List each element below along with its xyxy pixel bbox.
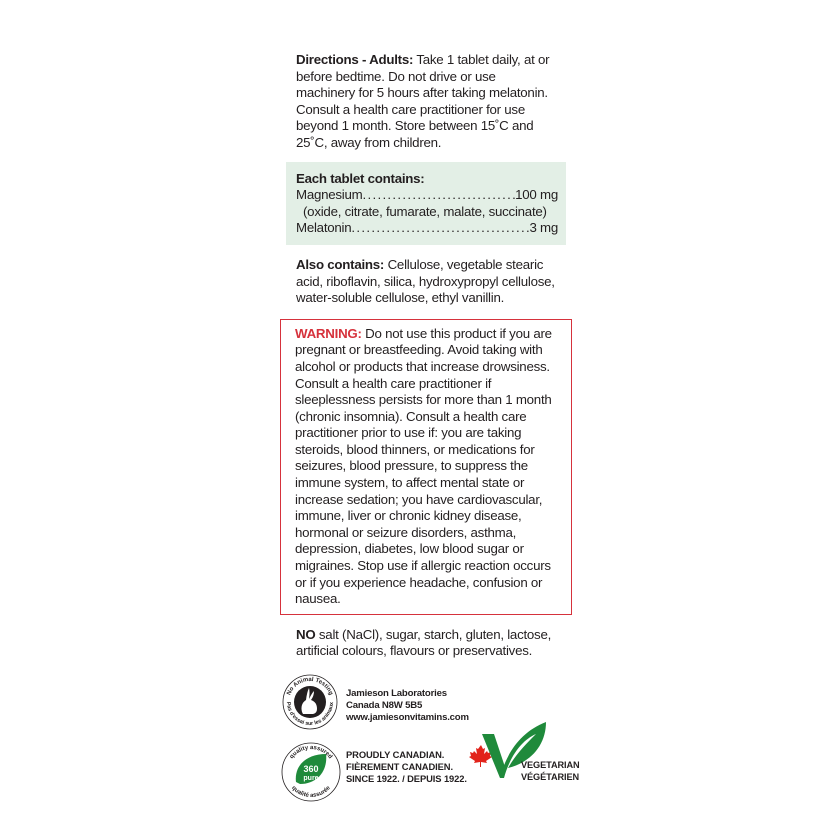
animal-badge-top: No Animal Testing (286, 676, 334, 697)
ingredients-box (286, 162, 566, 245)
ingredient-detail: (oxide, citrate, fumarate, malate, succinate) (303, 203, 547, 219)
ingredient-row (296, 187, 558, 204)
ingredient-name: Melatonin (296, 220, 352, 236)
warning-heading: WARNING: (295, 325, 362, 341)
quality-badge-bottom: qualité assurée (290, 785, 332, 800)
free-from-section (286, 627, 566, 660)
label-footer (280, 672, 580, 822)
leader-dots (351, 220, 529, 237)
contains-heading: Each tablet contains: (296, 170, 425, 186)
also-contains-text: Cellulose, vegetable stearic acid, riboflavin, silica, hydroxypropyl cellulose, water-soluble cellulose, ethyl vanillin. (296, 256, 555, 306)
free-from-text: salt (NaCl), sugar, starch, gluten, lactose, artificial colours, flavours or preservatives. (296, 626, 552, 659)
proudly-canadian (346, 749, 467, 786)
free-from-heading: NO (296, 626, 316, 642)
rabbit-icon (280, 672, 340, 732)
warning-box (280, 319, 572, 615)
vegetarian-label (521, 760, 580, 783)
proud-line: SINCE 1922. / DEPUIS 1922. (346, 773, 467, 785)
company-name: Jamieson Laboratories (346, 688, 447, 699)
also-contains-heading: Also contains: (296, 256, 385, 272)
company-address (346, 688, 469, 725)
animal-badge-bottom: Pas d'essai sur les animaux (284, 701, 336, 728)
also-contains-section (286, 257, 566, 307)
proud-line: FIÈREMENT CANADIEN. (346, 761, 453, 773)
directions-heading: Directions - Adults: (296, 52, 414, 67)
supplement-label (286, 52, 566, 660)
ingredient-row (296, 220, 558, 237)
leader-dots (362, 187, 515, 204)
vegetarian-fr: VÉGÉTARIEN (521, 771, 580, 782)
quality-badge-top: quality assured (288, 744, 334, 761)
quality-number: 360 (303, 764, 319, 774)
leaf-icon (280, 738, 342, 804)
ingredient-amount: 3 mg (529, 220, 558, 236)
ingredient-name: Magnesium (296, 187, 363, 203)
directions-text: Take 1 tablet daily, at or before bedtime. Do not drive or use machinery for 5 hours after taking melatonin. Consult a health care practitioner for use beyond 1 month. Store between 15˚C and 25˚C, away from children. (296, 52, 550, 150)
ingredient-amount: 100 mg (515, 187, 558, 203)
company-website: www.jamiesonvitamins.com (346, 712, 469, 724)
proud-line: PROUDLY CANADIAN. (346, 749, 445, 760)
vegetarian-en: VEGETARIAN (521, 760, 580, 770)
directions-section (286, 52, 566, 152)
company-location: Canada N8W 5B5 (346, 700, 423, 712)
warning-text: Do not use this product if you are pregnant or breastfeeding. Avoid taking with alcohol or products that increase drowsiness. Consult a health care practitioner if sleeplessness persists for more than 1 month (chronic insomnia). Consult a health care practitioner prior to use if: you are taking steroids, blood thinners, or medications for seizures, blood pressure, to suppress the immune system, to affect mental state or increase sedation; you have cardiovascular, immune, liver or chronic kidney disease, hormonal or seizure disorders, asthma, depression, diabetes, low blood sugar or migraines. Stop use if allergic reaction occurs or if you experience headache, confusion or nausea. (295, 325, 552, 607)
quality-word: pure (303, 775, 319, 782)
